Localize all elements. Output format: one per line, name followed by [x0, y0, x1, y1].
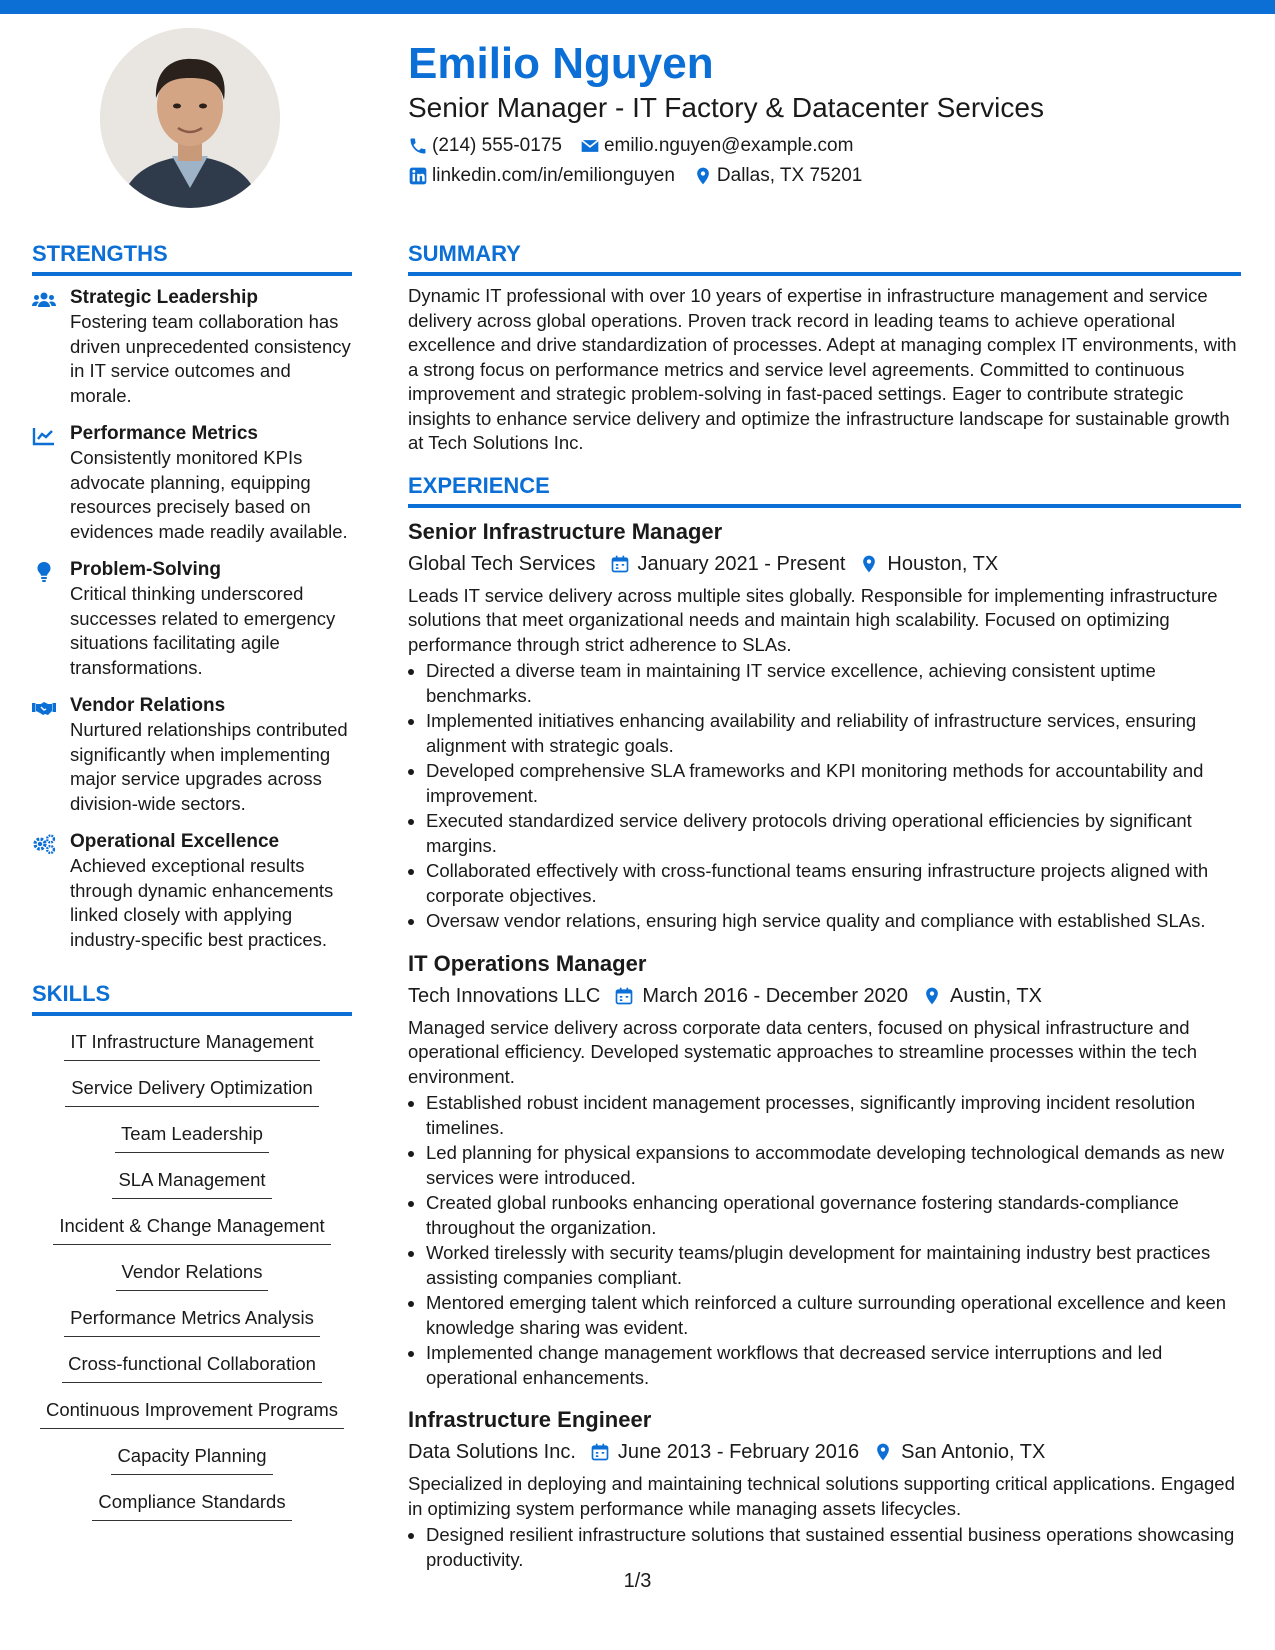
- bullet-item: • Mentored emerging talent which reinforced a culture surrounding operational excellence and keen knowledge sharing was evident.: [426, 1291, 1241, 1340]
- job-bullets: [408, 659, 1241, 934]
- strength-item: [32, 694, 352, 816]
- bullet-item: • Collaborated effectively with cross-functional teams ensuring infrastructure projects aligned with corporate objectives.: [426, 859, 1241, 908]
- resume-header: [408, 38, 1248, 189]
- strengths-heading: STRENGTHS: [32, 240, 352, 276]
- summary-text: Dynamic IT professional with over 10 years of expertise in infrastructure management and service delivery across global operations. Proven track record in leading teams to achieve operational excellence and drive standardization of processes. Adept at managing complex IT environments, with a strong focus on performance metrics and service level agreements. Committed to continuous improvement and strategic problem-solving in fast-paced settings. Eager to contribute strategic insights to enhance service delivery and optimize the infrastructure landscape for sustainable growth at Tech Solutions Inc.: [408, 285, 1237, 453]
- job-company: Global Tech Services: [408, 552, 596, 575]
- job-title: IT Operations Manager: [408, 950, 647, 976]
- bullet-item: • Worked tirelessly with security teams/plugin development for maintaining industry best practices assisting companies compliant.: [426, 1241, 1241, 1290]
- job-meta: [408, 550, 1241, 578]
- users-icon: [32, 290, 56, 310]
- right-column: [408, 240, 1241, 1573]
- bullet-item: • Implemented change management workflows that decreased service interruptions and led operational enhancements.: [426, 1341, 1241, 1390]
- envelope-icon: [580, 136, 600, 156]
- bullet-item: • Developed comprehensive SLA frameworks and KPI monitoring methods for accountability and improvement.: [426, 759, 1241, 808]
- candidate-title: Senior Manager - IT Factory & Datacenter Services: [408, 92, 1044, 123]
- skill-tag: IT Infrastructure Management: [64, 1030, 319, 1061]
- contact-row-2: [408, 163, 1248, 189]
- skills-list: [32, 1030, 352, 1536]
- location-text: Dallas, TX 75201: [716, 165, 863, 186]
- skill-tag: Service Delivery Optimization: [65, 1076, 319, 1107]
- bullet-item: • Designed resilient infrastructure solutions that sustained essential business operations showcasing productivity.: [426, 1523, 1241, 1572]
- job-description: Managed service delivery across corporate data centers, focused on physical infrastructure and operational efficiency. Developed systematic approaches to streamline processes within the tech environment.: [408, 1016, 1198, 1087]
- skill-tag: Team Leadership: [115, 1122, 269, 1153]
- map-pin-icon: [859, 554, 879, 574]
- skill-tag: SLA Management: [112, 1168, 271, 1199]
- calendar-icon: [614, 986, 634, 1006]
- skills-heading: SKILLS: [32, 980, 352, 1016]
- map-pin-icon: [873, 1442, 893, 1462]
- strength-desc: Consistently monitored KPIs advocate planning, equipping resources precisely based on evidences made readily available.: [70, 447, 348, 542]
- job-company: Data Solutions Inc.: [408, 1441, 576, 1463]
- bullet-item: • Implemented initiatives enhancing availability and reliability of infrastructure services, ensuring alignment with strategic goals.: [426, 709, 1241, 758]
- experience-heading: EXPERIENCE: [408, 472, 1241, 508]
- candidate-name: Emilio Nguyen: [408, 39, 714, 88]
- skills-section: [32, 980, 352, 1536]
- calendar-icon: [610, 554, 630, 574]
- chart-line-icon: [32, 426, 56, 446]
- phone-text: (214) 555-0175: [432, 135, 562, 156]
- job-bullets: [408, 1091, 1241, 1390]
- linkedin-icon: [408, 166, 428, 186]
- linkedin-contact[interactable]: [408, 163, 675, 189]
- skill-tag: Continuous Improvement Programs: [40, 1398, 344, 1429]
- strength-title: Performance Metrics: [70, 423, 258, 444]
- map-pin-icon: [922, 986, 942, 1006]
- bullet-item: • Executed standardized service delivery protocols driving operational efficiencies by significant margins.: [426, 809, 1241, 858]
- contact-row-1: [408, 133, 1248, 159]
- job-location: Austin, TX: [950, 984, 1042, 1007]
- strength-title: Strategic Leadership: [70, 287, 258, 308]
- calendar-icon: [590, 1442, 610, 1462]
- job-dates: January 2021 - Present: [637, 552, 846, 575]
- left-column: [32, 240, 352, 1536]
- job-entry: [408, 1406, 1241, 1572]
- job-title: Senior Infrastructure Manager: [408, 518, 723, 544]
- job-dates: June 2013 - February 2016: [617, 1441, 860, 1463]
- summary-heading: SUMMARY: [408, 240, 1241, 276]
- page-number: 1/3: [623, 1570, 652, 1592]
- skill-tag: Capacity Planning: [111, 1444, 272, 1475]
- bullet-item: • Oversaw vendor relations, ensuring high service quality and compliance with established SLAs.: [426, 909, 1241, 934]
- job-bullets: [408, 1523, 1241, 1572]
- strength-desc: Nurtured relationships contributed significantly when implementing major service upgrades across division-wide sectors.: [70, 719, 348, 814]
- job-entry: [408, 518, 1241, 934]
- email-contact[interactable]: [580, 133, 854, 159]
- bullet-item: • Established robust incident management processes, significantly improving incident resolution timelines.: [426, 1091, 1241, 1140]
- job-description: Specialized in deploying and maintaining technical solutions supporting critical applications. Engaged in optimizing system performance while managing assets lifecycles.: [408, 1473, 1235, 1519]
- linkedin-text[interactable]: linkedin.com/in/emilionguyen: [432, 165, 675, 186]
- job-company: Tech Innovations LLC: [408, 984, 601, 1007]
- job-entry: [408, 950, 1241, 1391]
- skill-tag: Compliance Standards: [92, 1490, 291, 1521]
- handshake-icon: [32, 698, 56, 718]
- bullet-item: • Created global runbooks enhancing operational governance fostering standards-compliance throughout the organization.: [426, 1191, 1241, 1240]
- location-contact: [693, 163, 862, 189]
- bullet-item: • Directed a diverse team in maintaining IT service excellence, achieving consistent uptime benchmarks.: [426, 659, 1241, 708]
- skill-tag: Incident & Change Management: [53, 1214, 330, 1245]
- lightbulb-icon: [32, 562, 56, 582]
- bullet-item: • Led planning for physical expansions to accommodate developing technological demands as new services were introduced.: [426, 1141, 1241, 1190]
- skill-tag: Cross-functional Collaboration: [62, 1352, 322, 1383]
- strength-desc: Critical thinking underscored successes related to emergency situations facilitating agile transformations.: [70, 583, 336, 678]
- skill-tag: Performance Metrics Analysis: [64, 1306, 320, 1337]
- map-pin-icon: [693, 166, 713, 186]
- job-location: Houston, TX: [887, 552, 999, 575]
- strength-desc: Achieved exceptional results through dynamic enhancements linked closely with applying industry-specific best practices.: [70, 855, 334, 950]
- phone-contact: [408, 133, 562, 159]
- phone-icon: [408, 136, 428, 156]
- profile-photo: [100, 28, 280, 208]
- email-text[interactable]: emilio.nguyen@example.com: [603, 135, 854, 156]
- strength-title: Vendor Relations: [70, 695, 226, 716]
- job-title: Infrastructure Engineer: [408, 1407, 652, 1432]
- job-dates: March 2016 - December 2020: [642, 984, 909, 1007]
- job-meta: [408, 1438, 1241, 1466]
- strengths-list: [32, 286, 352, 952]
- strength-item: [32, 558, 352, 680]
- skill-tag: Vendor Relations: [116, 1260, 269, 1291]
- strength-item: [32, 286, 352, 408]
- portrait-image: [100, 28, 280, 208]
- strength-title: Problem-Solving: [70, 559, 221, 580]
- gears-icon: [32, 834, 56, 854]
- strength-item: [32, 830, 352, 952]
- strength-title: Operational Excellence: [70, 831, 280, 852]
- job-description: Leads IT service delivery across multiple sites globally. Responsible for implementing infrastructure solutions that meet organizational needs and maintain high scalability. Focused on optimizing performance through strict adherence to SLAs.: [408, 584, 1218, 655]
- strength-item: [32, 422, 352, 544]
- top-accent-bar: [0, 0, 1275, 14]
- job-location: San Antonio, TX: [901, 1441, 1046, 1463]
- job-meta: [408, 982, 1241, 1010]
- strength-desc: Fostering team collaboration has driven unprecedented consistency in IT service outcomes and morale.: [70, 311, 351, 406]
